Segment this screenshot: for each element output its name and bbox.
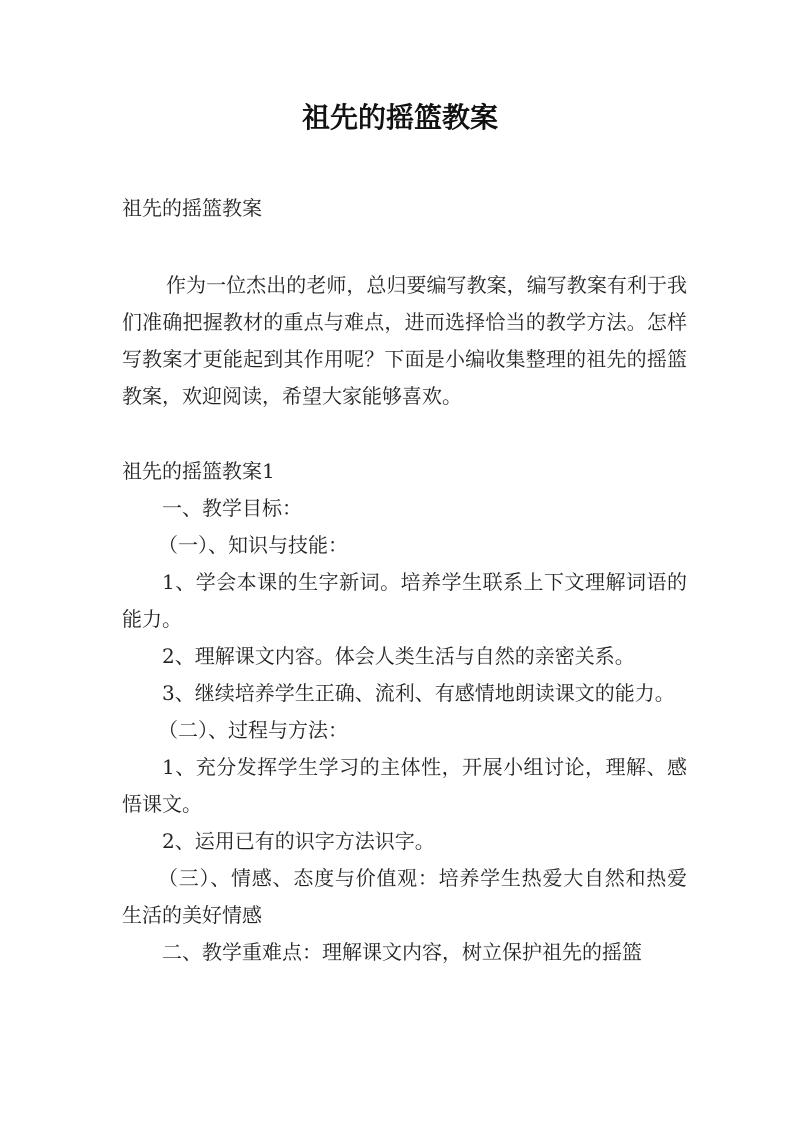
paragraph-goal-3: 3、继续培养学生正确、流利、有感情地朗读课文的能力。 — [162, 681, 675, 705]
paragraph-goal-2: 2、理解课文内容。体会人类生活与自然的亲密关系。 — [162, 644, 635, 668]
document-title: 祖先的摇篮教案 — [301, 101, 498, 134]
paragraph-method-1: 1、充分发挥学生学习的主体性，开展小组讨论，理解、感悟课文。 — [122, 755, 687, 816]
paragraph-key-difficulties: 二、教学重难点：理解课文内容，树立保护祖先的摇篮 — [162, 940, 642, 964]
paragraph-knowledge-skills: （一）、知识与技能： — [158, 533, 348, 557]
paragraph-goal-1: 1、学会本课的生字新词。培养学生联系上下文理解词语的能力。 — [122, 570, 687, 631]
paragraph-method-2: 2、运用已有的识字方法识字。 — [162, 829, 435, 853]
paragraph-emotion-values: （三）、情感、态度与价值观：培养学生热爱大自然和热爱生活的美好情感 — [122, 866, 687, 927]
document-body — [122, 190, 687, 971]
paragraph-process-methods: （二）、过程与方法： — [158, 718, 348, 742]
intro-paragraph: 作为一位杰出的老师，总归要编写教案，编写教案有利于我们准确把握教材的重点与难点，进而选择恰当的教学方法。怎样写教案才更能起到其作用呢？下面是小编收集整理的祖先的摇篮教案，欢迎阅读，希望大家能够喜欢。 — [122, 273, 687, 408]
paragraph-teaching-goals: 一、教学目标： — [162, 496, 302, 520]
document-subtitle: 祖先的摇篮教案 — [122, 196, 262, 220]
section-heading: 祖先的摇篮教案1 — [122, 459, 275, 483]
